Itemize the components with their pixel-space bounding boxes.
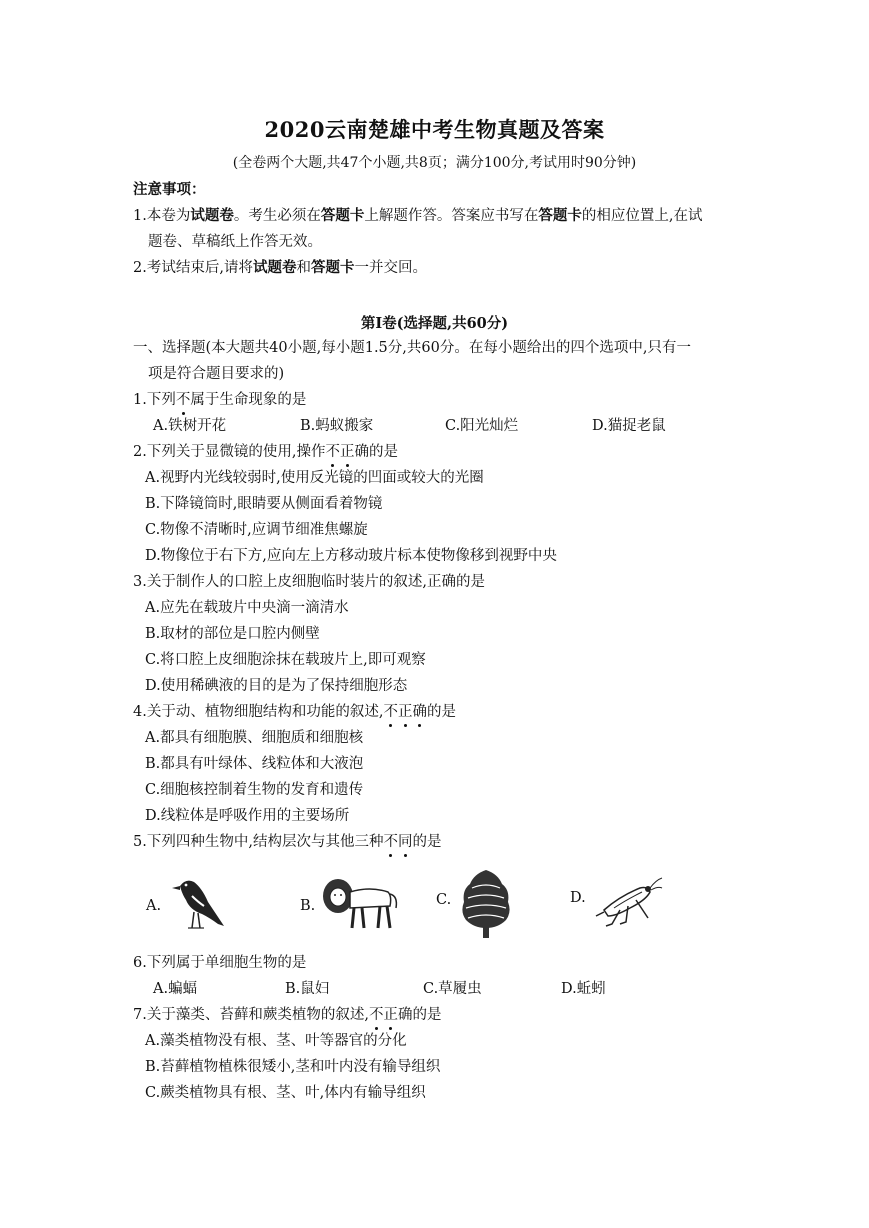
question-3-option-c: C.将口腔上皮细胞涂抹在载玻片上,即可观察: [145, 652, 426, 668]
notice-heading: 注意事项：: [133, 181, 206, 198]
question-4-option-d: D.线粒体是呼吸作用的主要场所: [145, 808, 350, 824]
tree-icon: [458, 866, 514, 940]
section-title: 第Ⅰ卷(选择题,共60分): [360, 315, 509, 332]
question-4: 4.关于动、植物细胞结构和功能的叙述,不正确的是: [133, 704, 456, 720]
bird-icon: [168, 866, 228, 940]
question-4-option-c: C.细胞核控制着生物的发育和遗传: [145, 782, 364, 798]
question-5: 5.下列四种生物中,结构层次与其他三种不同的是: [133, 834, 442, 850]
notice-item-2: 2.考试结束后,请将试题卷和答题卡一并交回。: [133, 259, 427, 276]
question-3-option-a: A.应先在载玻片中央滴一滴清水: [145, 600, 349, 616]
question-7-option-b: B.苔藓植物植株很矮小,茎和叶内没有输导组织: [145, 1059, 441, 1075]
question-1-option-b: B.蚂蚁搬家: [300, 418, 374, 434]
notice-item-1-cont: 题卷、草稿纸上作答无效。: [148, 234, 322, 250]
question-1-option-c: C.阳光灿烂: [445, 418, 519, 434]
question-1: 1.下列不属于生命现象的是: [133, 392, 307, 408]
question-5-label-b: B.: [300, 898, 316, 914]
question-7: 7.关于藻类、苔藓和蕨类植物的叙述,不正确的是: [133, 1007, 442, 1023]
question-6-option-b: B.鼠妇: [285, 981, 330, 997]
question-5-images: [140, 866, 700, 940]
question-4-option-a: A.都具有细胞膜、细胞质和细胞核: [145, 730, 364, 746]
question-5-label-c: C.: [436, 892, 452, 908]
question-7-option-a: A.藻类植物没有根、茎、叶等器官的分化: [145, 1033, 407, 1049]
question-2-option-a: A.视野内光线较弱时,使用反光镜的凹面或较大的光圈: [145, 470, 484, 486]
question-6-option-a: A.蝙蝠: [153, 981, 198, 997]
page-subtitle: (全卷两个大题,共47个小题,共8页；满分100分,考试用时90分钟): [232, 155, 637, 171]
question-2: 2.下列关于显微镜的使用,操作不正确的是: [133, 444, 398, 460]
question-7-option-c: C.蕨类植物具有根、茎、叶,体内有输导组织: [145, 1085, 426, 1101]
question-6: 6.下列属于单细胞生物的是: [133, 955, 307, 971]
question-1-option-d: D.猫捉老鼠: [592, 418, 666, 434]
section-intro-cont: 项是符合题目要求的): [148, 366, 285, 382]
lion-icon: [320, 866, 400, 940]
question-3-option-b: B.取材的部位是口腔内侧壁: [145, 626, 320, 642]
question-2-option-b: B.下降镜筒时,眼睛要从侧面看着物镜: [145, 496, 383, 512]
question-6-option-d: D.蚯蚓: [561, 981, 606, 997]
question-3: 3.关于制作人的口腔上皮细胞临时装片的叙述,正确的是: [133, 574, 485, 590]
question-6-option-c: C.草履虫: [423, 981, 482, 997]
question-1-option-a: A.铁树开花: [153, 418, 227, 434]
insect-icon: [590, 866, 664, 940]
question-5-label-a: A.: [146, 898, 162, 914]
section-intro: 一、选择题(本大题共40小题,每小题1.5分,共60分。在每小题给出的四个选项中,只有一: [133, 340, 691, 356]
question-4-option-b: B.都具有叶绿体、线粒体和大液泡: [145, 756, 364, 772]
notice-item-1: 1.本卷为试题卷。考生必须在答题卡上解题作答。答案应书写在答题卡的相应位置上,在试: [133, 207, 703, 224]
question-2-option-c: C.物像不清晰时,应调节细准焦螺旋: [145, 522, 368, 538]
page-title: 2020云南楚雄中考生物真题及答案: [264, 117, 605, 142]
question-5-label-d: D.: [570, 890, 586, 906]
question-2-option-d: D.物像位于右下方,应向左上方移动玻片标本使物像移到视野中央: [145, 548, 557, 564]
question-3-option-d: D.使用稀碘液的目的是为了保持细胞形态: [145, 678, 408, 694]
